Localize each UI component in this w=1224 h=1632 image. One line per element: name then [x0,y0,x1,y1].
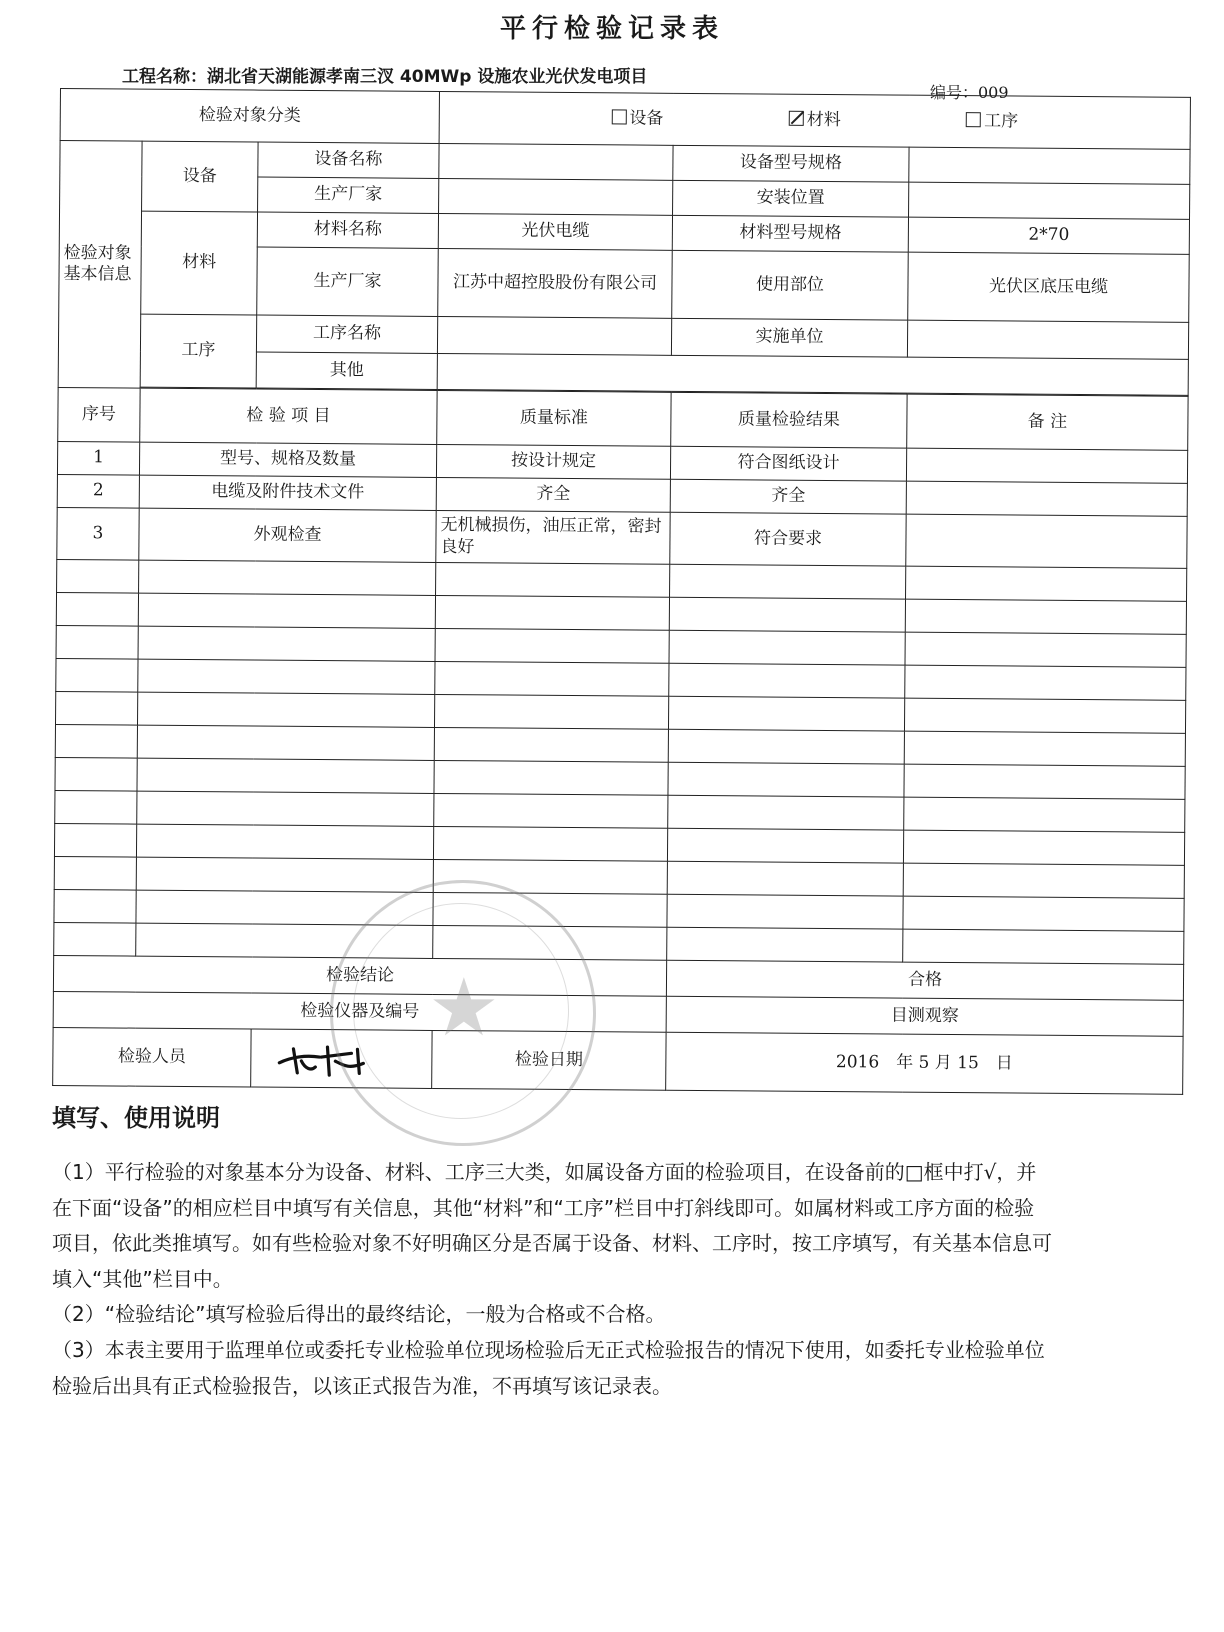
row-standard: 齐全 [436,477,670,512]
equipment-maker-label: 生产厂家 [258,177,439,213]
project-name: 工程名称：湖北省天湖能源孝南三汊 40MWp 设施农业光伏发电项目 [122,67,648,87]
row-item: 型号、规格及数量 [139,442,436,477]
checkbox-equipment[interactable] [611,109,626,124]
header-no: 序号 [58,387,140,442]
instruction-paragraph: （2）“检验结论”填写检验后得出的最终结论，一般为合格或不合格。 [52,1302,666,1327]
basic-info-label: 检验对象基本信息 [58,141,142,389]
row-no: 1 [57,441,139,475]
conclusion-value: 合格 [666,960,1183,1000]
row-note [906,514,1187,568]
object-category-label: 检验对象分类 [60,89,439,144]
equipment-location-value [909,182,1190,219]
process-unit-value [907,320,1188,359]
option-equipment[interactable]: 设备 [611,108,663,130]
row-standard: 按设计规定 [436,444,670,479]
material-maker-label: 生产厂家 [257,247,439,316]
row-item: 电缆及附件技术文件 [139,475,436,510]
instruction-paragraph: （1）平行检验的对象基本分为设备、材料、工序三大类，如属设备方面的检验项目，在设备前的□框中打√，并在下面“设备”的相应栏目中填写有关信息，其他“材料”和“工序”栏目中打斜线即可。如属材料或工序方面的检验项目，依此类推填写。如有些检验对象不好明确区分是否属于设备、材料、工序时，按工序填写，有关基本信息可填入“其他”栏目中。 [52,1160,1052,1291]
process-unit-label: 实施单位 [671,318,907,357]
row-no: 2 [57,474,139,508]
row-note [906,481,1187,516]
checkbox-process[interactable] [966,112,981,127]
material-model-value: 2*70 [908,217,1189,254]
header-result: 质量检验结果 [671,392,907,448]
header-standard: 质量标准 [437,390,671,446]
instrument-label: 检验仪器及编号 [53,991,666,1032]
material-maker-value: 江苏中超控股股份有限公司 [438,248,673,318]
option-process[interactable]: 工序 [966,111,1018,133]
material-name-label: 材料名称 [257,212,438,248]
material-model-label: 材料型号规格 [672,215,908,252]
table-row [57,507,1187,568]
seal-stamp-icon: ★ [330,880,596,1146]
process-label: 工序 [140,314,257,388]
row-standard: 无机械损伤，油压正常，密封良好 [436,510,670,564]
page-title: 平行检验记录表 [499,14,724,44]
header-note: 备 注 [907,394,1188,450]
option-material[interactable]: 材料 [789,110,841,132]
row-item: 外观检查 [139,508,436,562]
material-name-value: 光伏电缆 [438,213,672,250]
inspector-label: 检验人员 [53,1027,251,1087]
row-result: 符合图纸设计 [670,446,906,481]
header-item: 检 验 项 目 [140,388,437,444]
row-no: 3 [57,507,139,560]
object-category-options [439,91,1190,149]
process-other-label: 其他 [256,352,437,389]
instructions-heading: 填写、使用说明 [52,1104,220,1132]
checkbox-material[interactable] [789,111,804,126]
equipment-name-label: 设备名称 [258,142,439,178]
row-note [906,448,1187,483]
equipment-model-value [909,147,1190,184]
equipment-model-label: 设备型号规格 [673,145,909,182]
material-label: 材料 [141,211,258,315]
equipment-location-label: 安装位置 [673,180,909,217]
equipment-label: 设备 [142,141,259,212]
material-part-label: 使用部位 [672,250,909,320]
process-name-value [437,316,671,355]
record-number: 编号：009 [930,83,1009,102]
date-value: 2016 年 5 月 15 日 [666,1032,1183,1094]
conclusion-label: 检验结论 [53,955,666,996]
inspector-signature-cell [251,1029,432,1088]
inspection-record-table [52,88,1191,1095]
material-part-value: 光伏区底压电缆 [908,252,1190,322]
equipment-maker-value [439,178,673,215]
row-result: 符合要求 [670,512,906,566]
process-other-value [437,353,1188,395]
instruction-paragraph: （3）本表主要用于监理单位或委托专业检验单位现场检验后无正式检验报告的情况下使用，如委托专业检验单位检验后出具有正式检验报告，以该正式报告为准，不再填写该记录表。 [52,1337,1045,1398]
process-name-label: 工序名称 [256,315,437,353]
instructions-section [52,1098,1052,1404]
date-label: 检验日期 [432,1030,666,1090]
handwritten-signature-icon [271,1038,381,1079]
instrument-value: 目测观察 [666,996,1183,1036]
row-result: 齐全 [670,479,906,514]
equipment-name-value [439,143,673,180]
